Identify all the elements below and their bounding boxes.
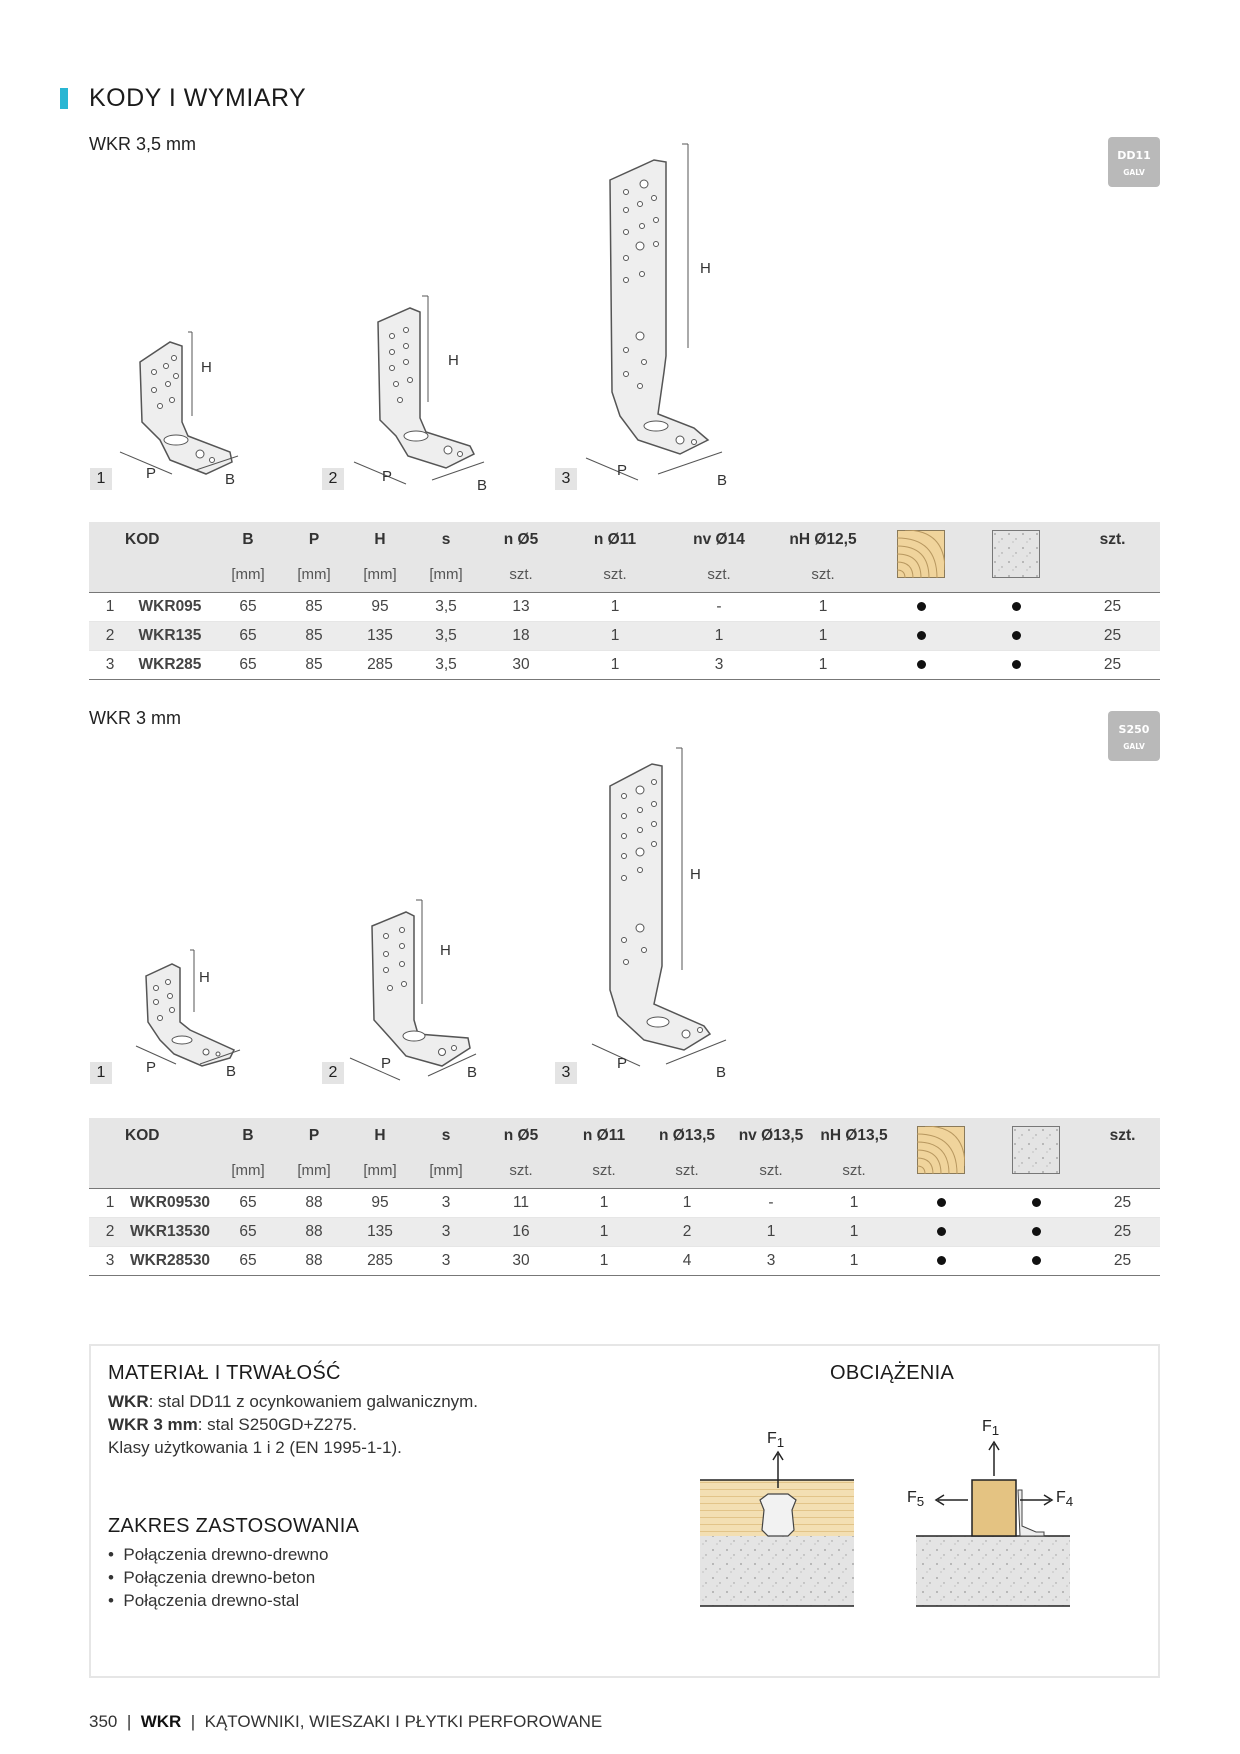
cell-n5: 18 (479, 621, 563, 650)
loads-diagram (696, 1420, 1076, 1610)
dim-label-b: B (225, 471, 236, 488)
material-l3: Klasy użytkowania 1 i 2 (EN 1995-1-1). (108, 1438, 402, 1457)
cell-n135: 4 (645, 1246, 729, 1275)
table-row (89, 592, 1160, 621)
col-header-b: B (215, 522, 281, 558)
wood-dot (875, 592, 967, 621)
cell-n5: 13 (479, 592, 563, 621)
table-row (89, 1217, 1160, 1246)
force-letter: F (767, 1430, 777, 1447)
col-header-szt: szt. (1085, 1118, 1160, 1154)
concrete-dot (967, 592, 1065, 621)
material-l1: : stal DD11 z ocynkowaniem galwanicznym. (148, 1392, 479, 1411)
figure-number-1: 1 (90, 1062, 112, 1084)
badge-line1: DD11 (1117, 149, 1151, 162)
material-text (108, 1390, 478, 1459)
bracket-2-icon (378, 308, 474, 468)
cell-b: 65 (215, 1188, 281, 1217)
footer-product: WKR (140, 1712, 182, 1731)
cell-b: 65 (215, 592, 281, 621)
cell-nv14: - (667, 592, 771, 621)
unit-n11: szt. (563, 1154, 645, 1188)
cell-b: 65 (215, 1246, 281, 1275)
col-header-n11: n Ø11 (563, 1118, 645, 1154)
material-title: MATERIAŁ I TRWAŁOŚĆ (108, 1362, 341, 1384)
cell-h: 95 (347, 1188, 413, 1217)
loads-title: OBCIĄŻENIA (830, 1362, 955, 1384)
cell-s: 3 (413, 1217, 479, 1246)
force-label-f1 (982, 1418, 999, 1438)
dim-label-b: B (467, 1064, 478, 1081)
cell-szt: 25 (1085, 1217, 1160, 1246)
badge-line2: GALV (1123, 168, 1145, 177)
cell-n135: 1 (645, 1188, 729, 1217)
cell-szt: 25 (1065, 650, 1160, 679)
concrete-dot (967, 621, 1065, 650)
cell-h: 285 (347, 1246, 413, 1275)
col-header-b: B (215, 1118, 281, 1154)
unit-h: [mm] (347, 1154, 413, 1188)
cell-p: 88 (281, 1188, 347, 1217)
wood-dot (895, 1217, 987, 1246)
concrete-icon-cell (967, 522, 1065, 592)
cell-nv135: 1 (729, 1217, 813, 1246)
col-header-h: H (347, 522, 413, 558)
wood-dot (875, 650, 967, 679)
force-letter: F (982, 1418, 992, 1435)
group1-spec-table (89, 522, 1160, 680)
unit-nv14: szt. (667, 558, 771, 592)
col-header-nh125: nH Ø12,5 (771, 522, 875, 558)
force-subscript: 1 (776, 1435, 785, 1451)
unit-b: [mm] (215, 558, 281, 592)
material-l2-bold: WKR 3 mm (108, 1415, 198, 1434)
group1-bracket-drawings (110, 140, 750, 490)
dim-label-h: H (700, 260, 711, 277)
figure-number-3: 3 (555, 1062, 577, 1084)
row-number: 1 (89, 592, 125, 621)
cell-p: 85 (281, 621, 347, 650)
table-row (89, 650, 1160, 679)
scope-item-text: Połączenia drewno-beton (123, 1568, 316, 1587)
dim-label-h: H (201, 359, 212, 376)
cell-szt: 25 (1085, 1246, 1160, 1275)
bracket-1-icon (140, 342, 232, 474)
concrete-icon (992, 530, 1040, 578)
footer-category: KĄTOWNIKI, WIESZAKI I PŁYTKI PERFOROWANE (204, 1712, 603, 1731)
figure-number-3: 3 (555, 468, 577, 490)
wood-icon (917, 1126, 965, 1174)
product-code: WKR135 (125, 621, 215, 650)
dim-label-p: P (382, 468, 393, 485)
dim-label-b: B (716, 1064, 727, 1081)
table-row (89, 621, 1160, 650)
force-label-f4 (1056, 1489, 1073, 1509)
dim-label-p: P (617, 1055, 628, 1072)
cell-n11: 1 (563, 592, 667, 621)
bracket-3-icon (610, 764, 710, 1050)
col-header-h: H (347, 1118, 413, 1154)
wood-icon (897, 530, 945, 578)
list-item: • Połączenia drewno-drewno (108, 1545, 329, 1564)
list-item: • Połączenia drewno-stal (108, 1591, 300, 1610)
cell-h: 135 (347, 621, 413, 650)
col-header-nv135: nv Ø13,5 (729, 1118, 813, 1154)
dim-label-p: P (617, 462, 628, 479)
cell-h: 135 (347, 1217, 413, 1246)
cell-nh135: 1 (813, 1217, 895, 1246)
concrete-dot (987, 1217, 1085, 1246)
cell-szt: 25 (1065, 621, 1160, 650)
row-number: 3 (89, 1246, 125, 1275)
col-header-s: s (413, 522, 479, 558)
scope-item-text: Połączenia drewno-drewno (123, 1545, 329, 1564)
concrete-block (916, 1536, 1070, 1606)
cell-nh125: 1 (771, 650, 875, 679)
cell-b: 65 (215, 1217, 281, 1246)
cell-b: 65 (215, 650, 281, 679)
product-code: WKR28530 (125, 1246, 215, 1275)
force-subscript: 5 (916, 1494, 925, 1510)
unit-h: [mm] (347, 558, 413, 592)
cell-h: 95 (347, 592, 413, 621)
force-label-f5 (907, 1489, 924, 1509)
cell-nh125: 1 (771, 592, 875, 621)
unit-n5: szt. (479, 1154, 563, 1188)
group1-subtitle: WKR 3,5 mm (89, 134, 197, 154)
concrete-dot (967, 650, 1065, 679)
row-number: 1 (89, 1188, 125, 1217)
page-number: 350 (89, 1712, 118, 1731)
concrete-dot (987, 1246, 1085, 1275)
concrete-icon (1012, 1126, 1060, 1174)
dim-label-p: P (146, 1059, 157, 1076)
group2-spec-table (89, 1118, 1160, 1276)
figure-number-2: 2 (322, 1062, 344, 1084)
badge-line2: GALV (1123, 742, 1145, 751)
force-letter: F (1056, 1489, 1066, 1506)
unit-nh125: szt. (771, 558, 875, 592)
material-badge-dd11 (1108, 137, 1160, 187)
bracket-1-icon (146, 964, 234, 1066)
cell-s: 3 (413, 1188, 479, 1217)
col-header-n5: n Ø5 (479, 522, 563, 558)
table-row (89, 1246, 1160, 1275)
unit-p: [mm] (281, 1154, 347, 1188)
col-header-nv14: nv Ø14 (667, 522, 771, 558)
badge-line1: S250 (1118, 723, 1150, 736)
scope-item-text: Połączenia drewno-stal (123, 1591, 300, 1610)
cell-s: 3,5 (413, 650, 479, 679)
cell-n11: 1 (563, 1246, 645, 1275)
force-subscript: 1 (991, 1423, 1000, 1439)
bracket-icon (1018, 1490, 1044, 1536)
concrete-icon-cell (987, 1118, 1085, 1188)
unit-b: [mm] (215, 1154, 281, 1188)
force-label-f1 (767, 1430, 784, 1450)
row-number: 3 (89, 650, 125, 679)
dim-label-b: B (477, 477, 488, 494)
product-code: WKR09530 (125, 1188, 215, 1217)
dim-label-h: H (448, 352, 459, 369)
wood-dot (895, 1246, 987, 1275)
product-code: WKR13530 (125, 1217, 215, 1246)
concrete-block (700, 1536, 854, 1606)
figure-number-1: 1 (90, 468, 112, 490)
material-l1-bold: WKR (108, 1392, 149, 1411)
dim-label-h: H (440, 942, 451, 959)
group2-subtitle: WKR 3 mm (89, 708, 181, 728)
col-header-n11: n Ø11 (563, 522, 667, 558)
table-row (89, 1188, 1160, 1217)
cell-nv135: - (729, 1188, 813, 1217)
dim-label-h: H (199, 969, 210, 986)
cell-p: 85 (281, 592, 347, 621)
cell-h: 285 (347, 650, 413, 679)
page-footer: 350 | WKR | KĄTOWNIKI, WIESZAKI I PŁYTKI PERFOROWANE (89, 1712, 603, 1731)
dim-label-h: H (690, 866, 701, 883)
force-letter: F (907, 1489, 917, 1506)
row-number: 2 (89, 621, 125, 650)
cell-nv14: 1 (667, 621, 771, 650)
col-header-n135: n Ø13,5 (645, 1118, 729, 1154)
cell-n5: 30 (479, 650, 563, 679)
wood-icon-cell (895, 1118, 987, 1188)
figure-number-2: 2 (322, 468, 344, 490)
cell-n135: 2 (645, 1217, 729, 1246)
cell-n11: 1 (563, 650, 667, 679)
unit-nh135: szt. (813, 1154, 895, 1188)
bracket-icon (760, 1494, 796, 1536)
cell-n5: 30 (479, 1246, 563, 1275)
unit-s: [mm] (413, 558, 479, 592)
dim-label-b: B (226, 1063, 237, 1080)
unit-n5: szt. (479, 558, 563, 592)
dim-label-p: P (146, 465, 157, 482)
material-badge-s250 (1108, 711, 1160, 761)
section-accent-bar (60, 88, 68, 109)
cell-szt: 25 (1065, 592, 1160, 621)
col-header-p: P (281, 522, 347, 558)
product-code: WKR095 (125, 592, 215, 621)
cell-szt: 25 (1085, 1188, 1160, 1217)
col-header-p: P (281, 1118, 347, 1154)
col-header-n5: n Ø5 (479, 1118, 563, 1154)
cell-nv14: 3 (667, 650, 771, 679)
unit-n135: szt. (645, 1154, 729, 1188)
col-header-kod: KOD (125, 522, 215, 558)
timber-post (972, 1480, 1016, 1536)
group2-bracket-drawings (110, 740, 750, 1090)
cell-n11: 1 (563, 621, 667, 650)
cell-p: 88 (281, 1217, 347, 1246)
dim-label-b: B (717, 472, 728, 489)
wood-dot (895, 1188, 987, 1217)
cell-n5: 16 (479, 1217, 563, 1246)
cell-nv135: 3 (729, 1246, 813, 1275)
col-header-szt: szt. (1065, 522, 1160, 558)
cell-n11: 1 (563, 1188, 645, 1217)
cell-n11: 1 (563, 1217, 645, 1246)
wood-icon-cell (875, 522, 967, 592)
cell-p: 88 (281, 1246, 347, 1275)
scope-list (108, 1543, 328, 1612)
section-title: KODY I WYMIARY (89, 84, 307, 112)
row-number: 2 (89, 1217, 125, 1246)
cell-nh135: 1 (813, 1188, 895, 1217)
cell-s: 3 (413, 1246, 479, 1275)
unit-s: [mm] (413, 1154, 479, 1188)
cell-s: 3,5 (413, 592, 479, 621)
col-header-kod: KOD (125, 1118, 215, 1154)
force-subscript: 4 (1065, 1494, 1074, 1510)
col-header-nh135: nH Ø13,5 (813, 1118, 895, 1154)
cell-nh125: 1 (771, 621, 875, 650)
dim-label-p: P (381, 1055, 392, 1072)
unit-n11: szt. (563, 558, 667, 592)
cell-nh135: 1 (813, 1246, 895, 1275)
col-header-s: s (413, 1118, 479, 1154)
material-l2: : stal S250GD+Z275. (197, 1415, 357, 1434)
cell-s: 3,5 (413, 621, 479, 650)
bracket-3-icon (610, 160, 708, 454)
product-code: WKR285 (125, 650, 215, 679)
scope-title: ZAKRES ZASTOSOWANIA (108, 1515, 360, 1537)
wood-dot (875, 621, 967, 650)
list-item: • Połączenia drewno-beton (108, 1568, 316, 1587)
cell-b: 65 (215, 621, 281, 650)
unit-p: [mm] (281, 558, 347, 592)
cell-p: 85 (281, 650, 347, 679)
concrete-dot (987, 1188, 1085, 1217)
cell-n5: 11 (479, 1188, 563, 1217)
unit-nv135: szt. (729, 1154, 813, 1188)
